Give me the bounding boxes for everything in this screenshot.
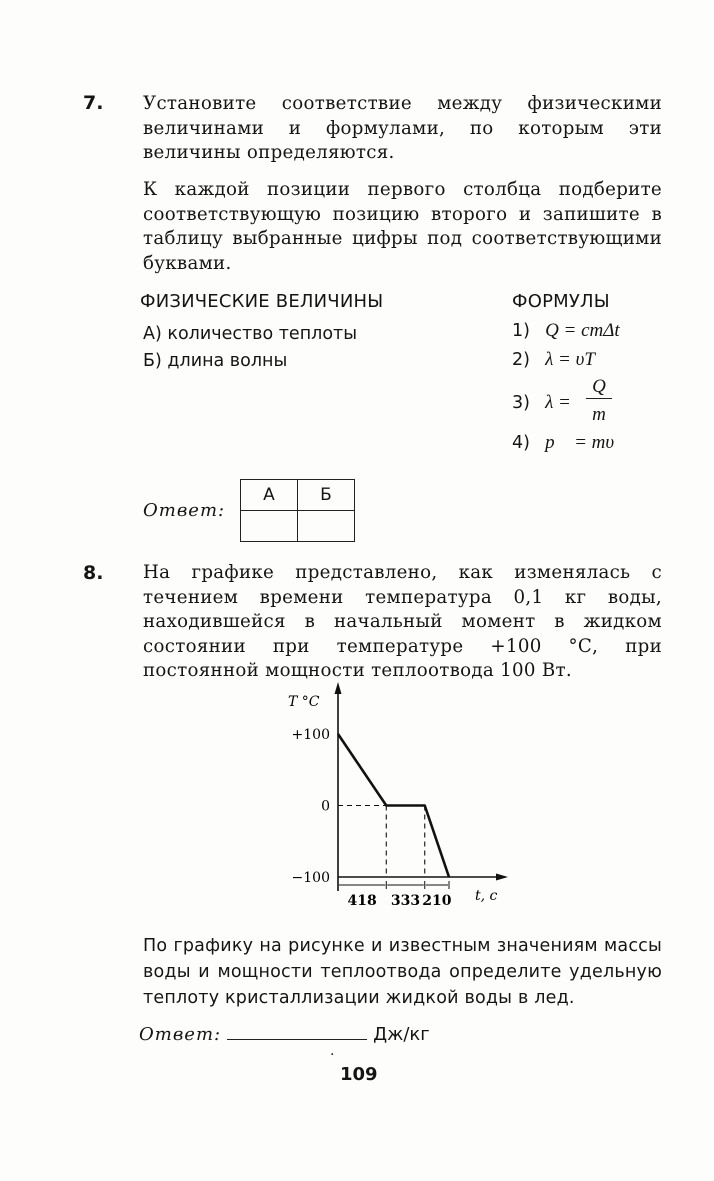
formula-3-lhs: λ = (545, 392, 571, 413)
y-axis-arrow (335, 682, 342, 694)
interval-label: 333 (390, 893, 421, 909)
task8-paragraph2: По графику на рисунке и известным значениям массы воды и мощности теплоотвода определите удельную теплоту кристаллизации жидкой воды в лед. (143, 936, 662, 1008)
formula-3-numerator: Q (586, 376, 612, 399)
task8-paragraph1: На графике представлено, как изменялась с течением времени температура 0,1 кг воды, находившейся в начальный момент в жидком состоянии при температуре +100 °С, при постоянной мощности теплоотвода 100 Вт. (143, 562, 662, 681)
formula-3-num: 3) (512, 393, 530, 413)
formula-1-num: 1) (512, 321, 530, 341)
formula-2-text: λ = υT (545, 349, 595, 370)
temperature-chart (270, 680, 520, 920)
quantity-b-text: длина волны (167, 351, 288, 371)
answer-cell-b[interactable] (298, 511, 355, 542)
quantity-b (143, 351, 287, 371)
y-axis-label: T °C (288, 694, 320, 710)
interval-label: 418 (347, 893, 377, 909)
formula-4-text: p⃗ = mυ⃗ (545, 432, 629, 453)
x-axis-label: t, c (475, 888, 498, 904)
chart-axes (288, 682, 508, 904)
chart-marks (338, 734, 452, 909)
quantity-a (143, 324, 357, 344)
page-mark: · (330, 1047, 335, 1063)
answer-unit: Дж/кг (373, 1024, 430, 1045)
task7-number: 7. (83, 92, 104, 114)
temperature-line (338, 734, 449, 877)
quantity-a-label: А) (143, 324, 162, 344)
formula-2 (512, 349, 595, 371)
formula-4 (512, 432, 629, 454)
task7-paragraph2: К каждой позиции первого столбца подберите соответствующую позицию второго и запишите в таблицу выбранные цифры под соответствующими буквами. (143, 179, 662, 274)
task7-answer-label: Ответ: (143, 500, 226, 521)
answer-header-b: Б (298, 480, 355, 511)
formula-3-denominator: m (592, 404, 606, 425)
task8-number: 8. (83, 562, 104, 584)
page-number: 109 (340, 1064, 378, 1085)
answer-table (240, 479, 355, 542)
formula-1 (512, 320, 620, 342)
formula-1-text: Q = cmΔt (545, 320, 620, 341)
task8-answer-line (139, 1023, 430, 1045)
answer-header-a: А (241, 480, 298, 511)
task7-paragraph1: Установите соответствие между физическими величинами и формулами, по которым эти величины определяются. (143, 93, 662, 163)
y-tick-label: −100 (291, 870, 330, 886)
quantities-header: ФИЗИЧЕСКИЕ ВЕЛИЧИНЫ (140, 291, 384, 312)
interval-label: 210 (422, 893, 452, 909)
y-tick-label: 0 (321, 798, 330, 815)
x-axis-arrow (496, 874, 508, 881)
formula-2-num: 2) (512, 350, 530, 370)
quantity-b-label: Б) (143, 351, 162, 371)
formulas-header: ФОРМУЛЫ (512, 291, 610, 312)
answer-cell-a[interactable] (241, 511, 298, 542)
y-tick-label: +100 (291, 727, 330, 743)
answer-blank[interactable] (227, 1023, 367, 1040)
formula-4-num: 4) (512, 433, 530, 453)
task8-answer-label: Ответ: (139, 1024, 222, 1045)
formula-3 (512, 392, 571, 414)
quantity-a-text: количество теплоты (167, 324, 358, 344)
